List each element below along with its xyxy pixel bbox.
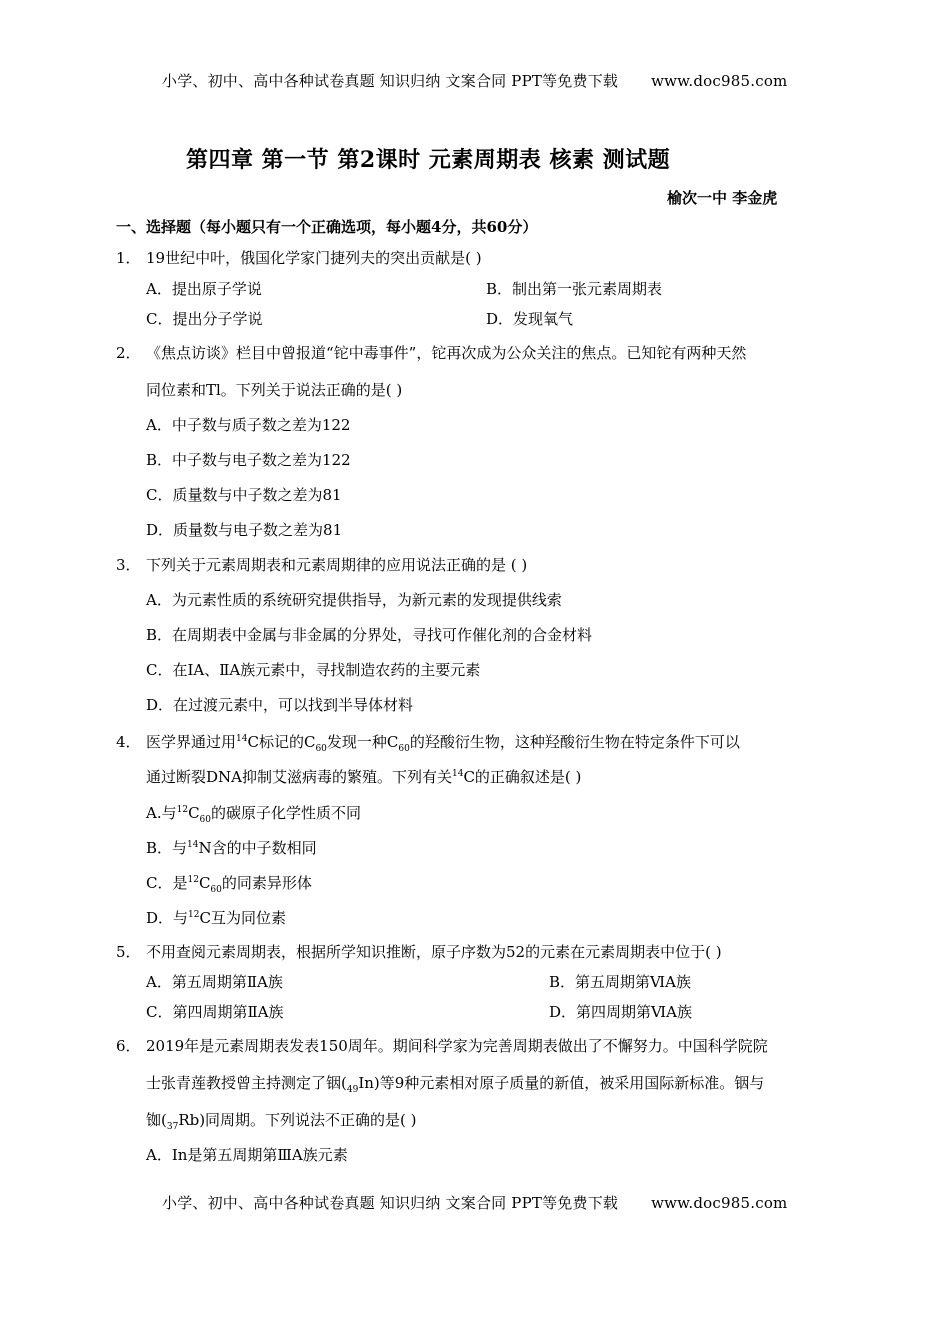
text-run: C的正确叙述是( ) — [463, 768, 582, 786]
q3-option-b: B．在周期表中金属与非金属的分界处，寻找可作催化剂的合金材料 — [146, 626, 593, 644]
author: 榆次一中 李金虎 — [667, 189, 778, 207]
question-1-stem — [116, 247, 482, 268]
header-url[interactable]: www.doc985.com — [651, 72, 788, 90]
q3-option-a: A．为元素性质的系统研究提供指导，为新元素的发现提供线索 — [146, 591, 562, 609]
q4-option-a — [146, 802, 361, 825]
question-text: 下列关于元素周期表和元素周期律的应用说法正确的是 ( ) — [146, 556, 528, 574]
subscript: 49 — [346, 1085, 359, 1095]
subscript: 37 — [166, 1122, 179, 1132]
question-6-stem-line3 — [146, 1109, 417, 1132]
q2-option-d: D．质量数与电子数之差为81 — [146, 521, 343, 539]
subscript: 60 — [199, 815, 211, 825]
q4-option-b — [146, 837, 317, 858]
question-2-stem — [116, 342, 746, 363]
superscript: 14 — [236, 734, 248, 744]
question-number: 1． — [116, 249, 141, 267]
text-run: B．与 — [146, 839, 188, 857]
q4-option-c — [146, 872, 312, 895]
q2-option-c: C．质量数与中子数之差为81 — [146, 486, 342, 504]
q1-option-b: B．制出第一张元素周期表 — [486, 280, 663, 298]
page-title: 第四章 第一节 第2课时 元素周期表 核素 测试题 — [186, 147, 671, 173]
text-run: C标记的C — [247, 733, 316, 751]
text-run: 通过断裂DNA抑制艾滋病毒的繁殖。下列有关 — [146, 768, 452, 786]
text-run: N含的中子数相同 — [198, 839, 317, 857]
superscript: 12 — [188, 910, 200, 920]
q3-option-c: C．在ⅠA、ⅡA族元素中，寻找制造农药的主要元素 — [146, 661, 481, 679]
text-run: 的羟酸衍生物，这种羟酸衍生物在特定条件下可以 — [409, 733, 740, 751]
superscript: 12 — [187, 875, 199, 885]
text-run: 发现一种C — [326, 733, 399, 751]
superscript: 14 — [452, 769, 464, 779]
q1-option-c: C．提出分子学说 — [146, 310, 263, 328]
text-run: 的碳原子化学性质不同 — [211, 804, 362, 822]
question-number: 4． — [116, 733, 141, 751]
q1-option-a: A．提出原子学说 — [146, 280, 262, 298]
question-text: 19世纪中叶，俄国化学家门捷列夫的突出贡献是( ) — [146, 249, 482, 267]
q3-option-d: D．在过渡元素中，可以找到半导体材料 — [146, 696, 414, 714]
subscript: 60 — [398, 744, 410, 754]
q1-option-d: D．发现氧气 — [486, 310, 574, 328]
q5-option-b: B．第五周期第ⅥA族 — [549, 973, 691, 991]
text-run: C — [188, 804, 200, 822]
text-run: C — [198, 874, 211, 892]
footer-url[interactable]: www.doc985.com — [651, 1194, 788, 1212]
question-number: 3． — [116, 556, 141, 574]
question-2-stem-line2: 同位素和Tl。下列关于说法正确的是( ) — [146, 381, 403, 399]
text-run: 医学界通过用 — [146, 733, 237, 751]
question-6-stem — [116, 1035, 768, 1056]
text-run: A.与 — [146, 804, 177, 822]
text-run: 的同素异形体 — [221, 874, 312, 892]
q5-option-a: A．第五周期第ⅡA族 — [146, 973, 283, 991]
question-number: 6． — [116, 1037, 141, 1055]
q6-option-a: A．In是第五周期第ⅢA族元素 — [146, 1146, 348, 1164]
subscript: 60 — [315, 744, 327, 754]
text-run: Rb)同周期。下列说法不正确的是( ) — [178, 1111, 417, 1129]
question-number: 2． — [116, 344, 141, 362]
q4-option-d — [146, 907, 286, 928]
question-text: 不用查阅元素周期表，根据所学知识推断，原子序数为52的元素在元素周期表中位于( ) — [146, 943, 722, 961]
text-run: C．是 — [146, 874, 188, 892]
question-6-stem-line2 — [146, 1072, 764, 1095]
q2-option-a: A．中子数与质子数之差为122 — [146, 416, 351, 434]
superscript: 14 — [187, 840, 199, 850]
footer-text: 小学、初中、高中各种试卷真题 知识归纳 文案合同 PPT等免费下载 — [162, 1194, 619, 1212]
text-run: In)等9种元素相对原子质量的新值，被采用国际新标准。铟与 — [358, 1074, 765, 1092]
q2-option-b: B．中子数与电子数之差为122 — [146, 451, 351, 469]
q5-option-d: D．第四周期第ⅥA族 — [549, 1003, 692, 1021]
page-footer — [162, 1192, 787, 1213]
question-5-stem — [116, 941, 722, 962]
q5-option-c: C．第四周期第ⅡA族 — [146, 1003, 284, 1021]
text-run: 士张青莲教授曾主持测定了铟( — [146, 1074, 347, 1092]
text-run: D．与 — [146, 909, 189, 927]
question-3-stem — [116, 554, 527, 575]
text-run: C互为同位素 — [199, 909, 286, 927]
question-text: 《焦点访谈》栏目中曾报道“铊中毒事件”，铊再次成为公众关注的焦点。已知铊有两种天然 — [146, 344, 747, 362]
section-heading: 一、选择题（每小题只有一个正确选项，每小题4分，共60分） — [116, 218, 538, 236]
subscript: 60 — [210, 885, 222, 895]
page-header — [162, 70, 787, 91]
question-text: 2019年是元素周期表发表150周年。期间科学家为完善周期表做出了不懈努力。中国科学院院 — [146, 1037, 768, 1055]
question-number: 5． — [116, 943, 141, 961]
header-text: 小学、初中、高中各种试卷真题 知识归纳 文案合同 PPT等免费下载 — [162, 72, 619, 90]
superscript: 12 — [176, 805, 189, 815]
text-run: 铷( — [146, 1111, 167, 1129]
question-4-stem — [116, 731, 740, 754]
question-4-stem-line2 — [146, 766, 581, 787]
